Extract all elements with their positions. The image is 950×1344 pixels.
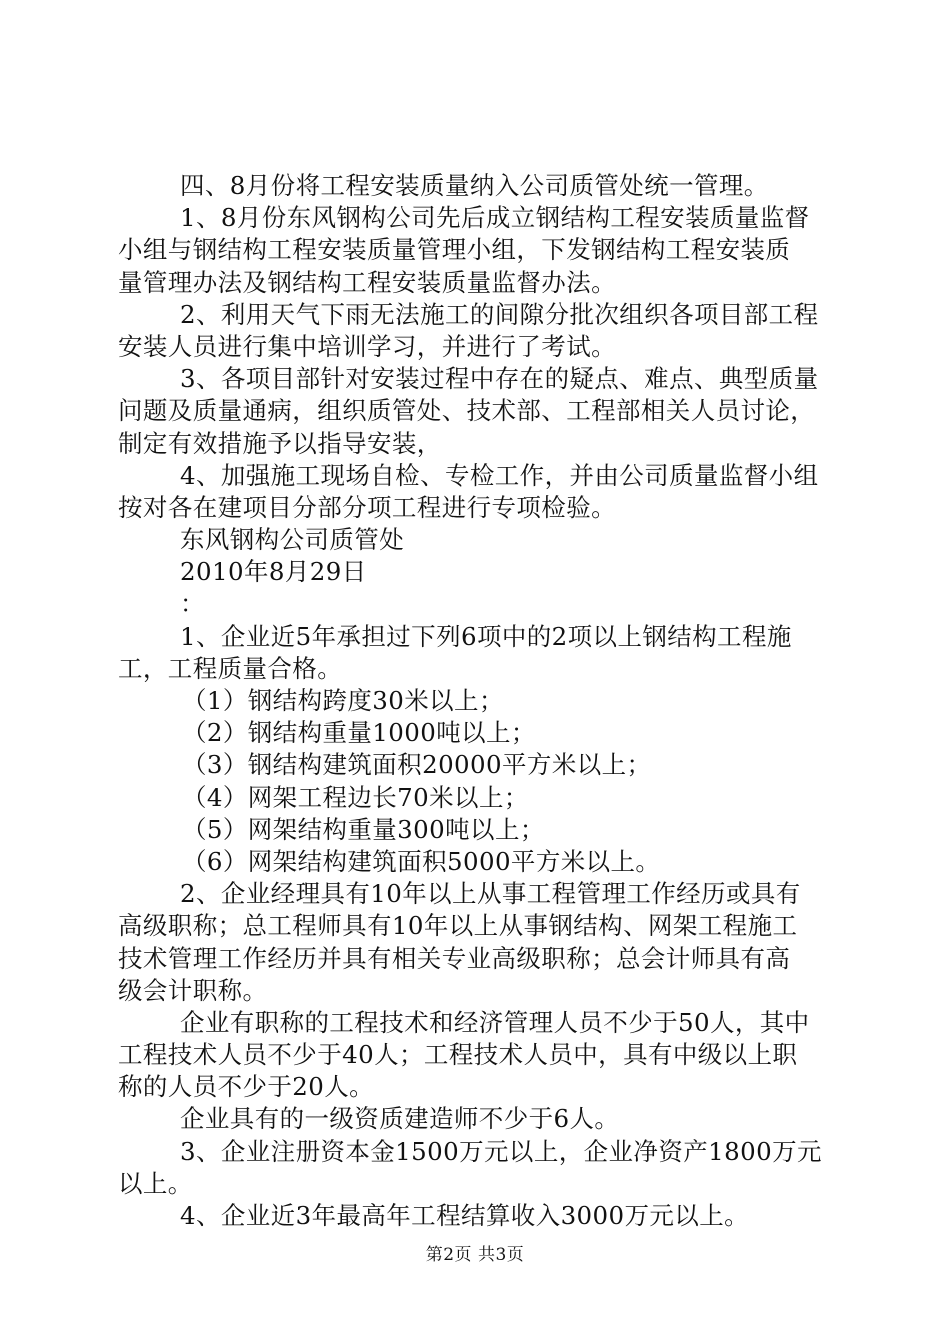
paragraph-line: 2、企业经理具有10年以上从事工程管理工作经历或具有 xyxy=(180,879,801,909)
paragraph-line: 2、利用天气下雨无法施工的间隙分批次组织各项目部工程 xyxy=(180,299,819,329)
paragraph-line: 工，工程质量合格。 xyxy=(118,653,343,683)
paragraph-line: 制定有效措施予以指导安装， xyxy=(118,428,442,458)
page-number-footer: 第2页 共3页 xyxy=(425,1245,525,1265)
paragraph-line: 1、8月份东风钢构公司先后成立钢结构工程安装质量监督 xyxy=(180,203,810,233)
paragraph-line: 4、加强施工现场自检、专检工作，并由公司质量监督小组 xyxy=(180,460,819,490)
list-item: （6）网架结构建筑面积5000平方米以上。 xyxy=(182,846,661,876)
colon-line: ： xyxy=(180,589,205,619)
paragraph-line: 技术管理工作经历并具有相关专业高级职称；总会计师具有高 xyxy=(118,943,791,973)
paragraph-line: 1、企业近5年承担过下列6项中的2项以上钢结构工程施 xyxy=(180,621,792,651)
list-item: （1）钢结构跨度30米以上； xyxy=(182,686,504,715)
paragraph-line: 高级职称；总工程师具有10年以上从事钢结构、网架工程施工 xyxy=(118,911,798,941)
paragraph-line: 问题及质量通病，组织质管处、技术部、工程部相关人员讨论， xyxy=(118,396,816,426)
paragraph-line: 4、企业近3年最高年工程结算收入3000万元以上。 xyxy=(180,1201,750,1230)
paragraph-line: 级会计职称。 xyxy=(118,975,268,1005)
paragraph-line: 以上。 xyxy=(118,1168,193,1198)
section-heading: 四、8月份将工程安装质量纳入公司质管处统一管理。 xyxy=(180,171,769,200)
paragraph-line: 称的人员不少于20人。 xyxy=(118,1072,375,1102)
signature-org: 东风钢构公司质管处 xyxy=(180,525,405,555)
paragraph-line: 小组与钢结构工程安装质量管理小组，下发钢结构工程安装质 xyxy=(118,235,791,265)
signature-date: 2010年8月29日 xyxy=(180,557,367,587)
paragraph-line: 企业具有的一级资质建造师不少于6人。 xyxy=(180,1104,620,1134)
list-item: （3）钢结构建筑面积20000平方米以上； xyxy=(182,750,652,780)
paragraph-line: 安装人员进行集中培训学习，并进行了考试。 xyxy=(118,331,616,361)
paragraph-line: 企业有职称的工程技术和经济管理人员不少于50人，其中 xyxy=(180,1007,810,1037)
document-body xyxy=(118,170,838,1232)
list-item: （4）网架工程边长70米以上； xyxy=(182,782,529,812)
paragraph-line: 3、各项目部针对安装过程中存在的疑点、难点、典型质量 xyxy=(180,364,819,394)
paragraph-line: 3、企业注册资本金1500万元以上，企业净资产1800万元 xyxy=(180,1136,822,1166)
paragraph-line: 按对各在建项目分部分项工程进行专项检验。 xyxy=(118,492,616,522)
paragraph-line: 量管理办法及钢结构工程安装质量监督办法。 xyxy=(118,267,616,297)
paragraph-line: 工程技术人员不少于40人；工程技术人员中，具有中级以上职 xyxy=(118,1040,798,1070)
list-item: （2）钢结构重量1000吨以上； xyxy=(182,718,536,748)
list-item: （5）网架结构重量300吨以上； xyxy=(182,814,545,844)
